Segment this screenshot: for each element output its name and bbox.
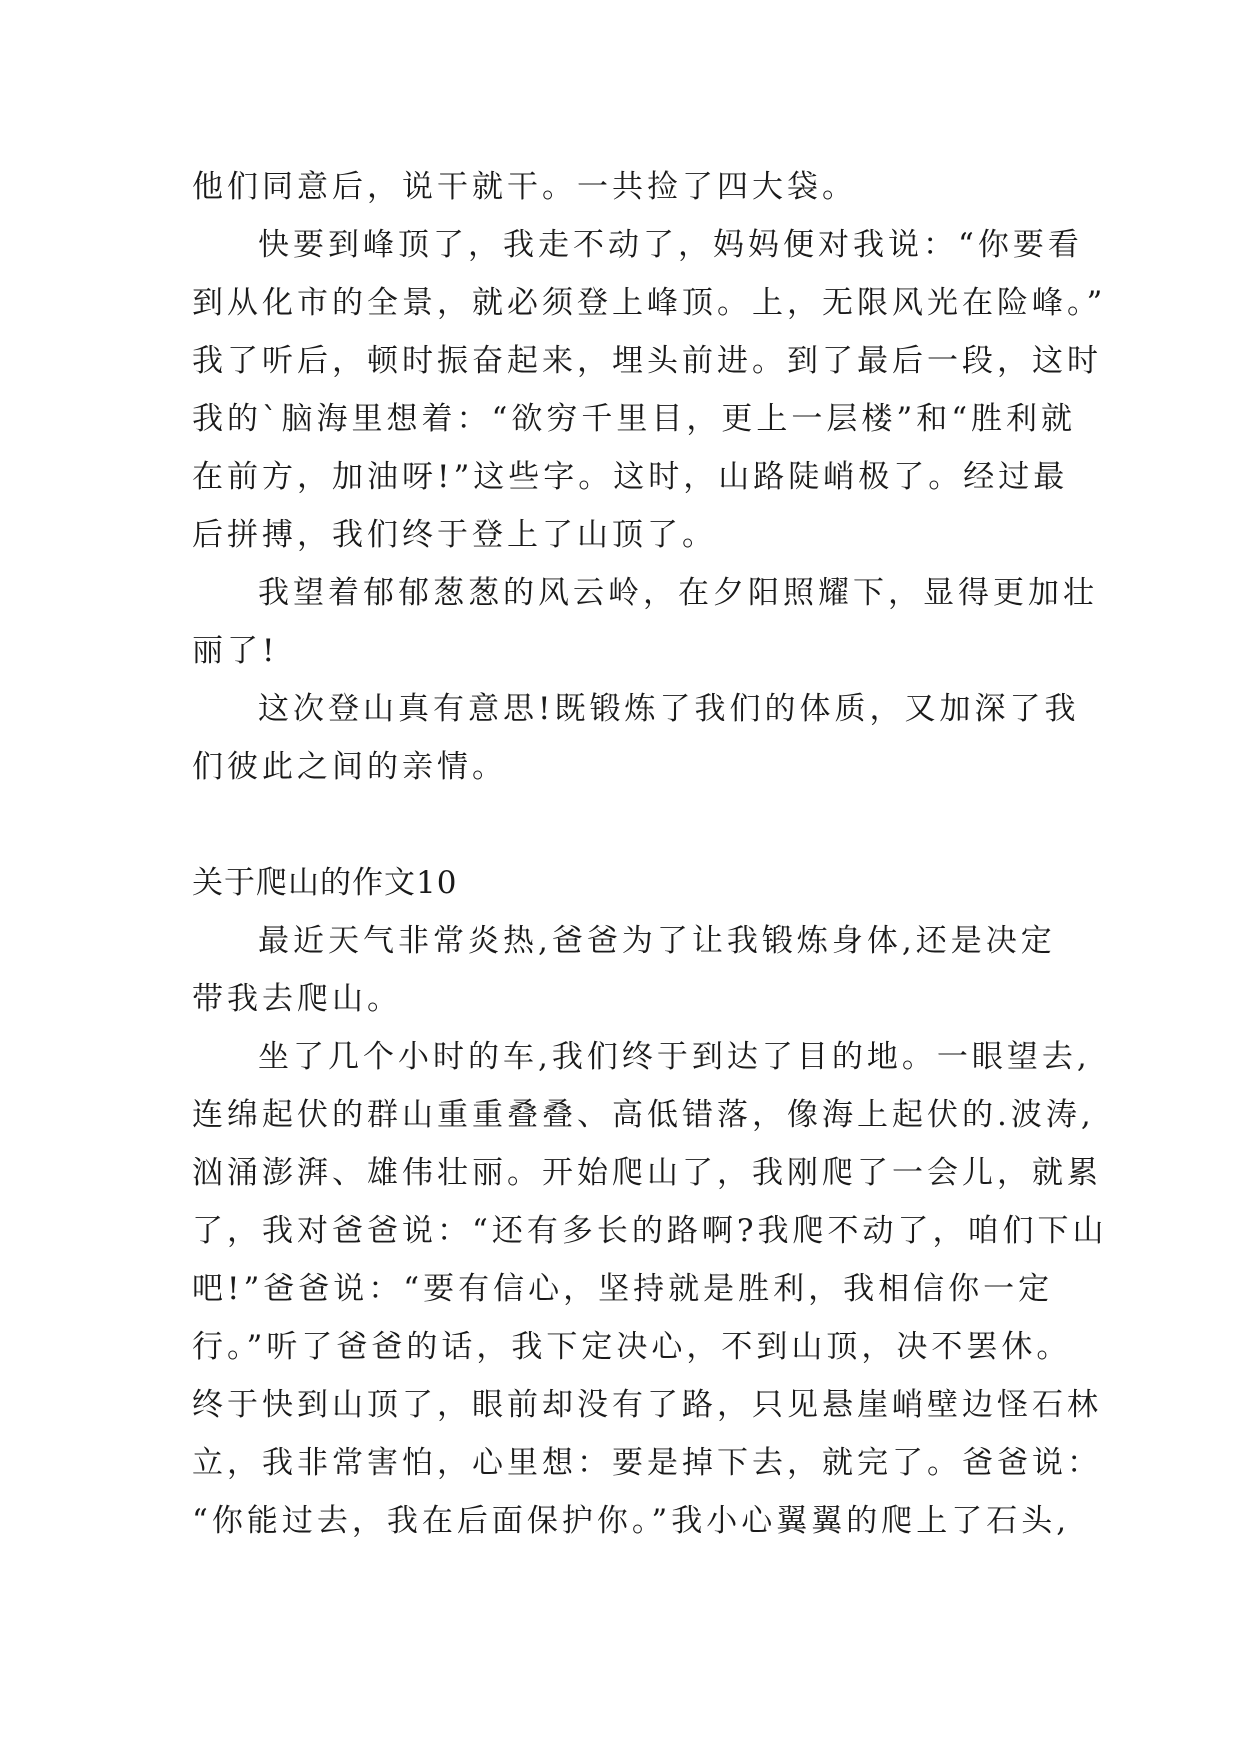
text-line: 后拼搏，我们终于登上了山顶了。 (192, 517, 717, 553)
text-line: 立，我非常害怕，心里想：要是掉下去，就完了。爸爸说： (192, 1445, 1102, 1481)
text-line: 在前方，加油呀!”这些字。这时，山路陡峭极了。经过最 (192, 459, 1069, 495)
text-line: 我了听后，顿时振奋起来，埋头前进。到了最后一段，这时 (192, 343, 1102, 379)
paragraph-start-line: 我望着郁郁葱葱的风云岭，在夕阳照耀下，显得更加壮 (258, 575, 1098, 611)
text-line: 我的`脑海里想着：“欲穷千里目，更上一层楼”和“胜利就 (192, 401, 1077, 437)
paragraph-start-line: 最近天气非常炎热,爸爸为了让我锻炼身体,还是决定 (258, 923, 1056, 959)
text-line: 了，我对爸爸说：“还有多长的路啊?我爬不动了，咱们下山 (192, 1213, 1108, 1249)
section-heading: 关于爬山的作文10 (192, 865, 458, 901)
text-line: 终于快到山顶了，眼前却没有了路，只见悬崖峭壁边怪石林 (192, 1387, 1102, 1423)
text-line: 他们同意后，说干就干。一共捡了四大袋。 (192, 169, 857, 205)
text-line: 连绵起伏的群山重重叠叠、高低错落，像海上起伏的.波涛, (192, 1097, 1095, 1133)
blank-line (192, 796, 1092, 854)
text-line: 带我去爬山。 (192, 981, 402, 1017)
text-line: “你能过去，我在后面保护你。”我小心翼翼的爬上了石头, (192, 1503, 1071, 1539)
text-line: 行。”听了爸爸的话，我下定决心，不到山顶，决不罢休。 (192, 1329, 1072, 1365)
text-line: 丽了! (192, 633, 279, 669)
text-line: 们彼此之间的亲情。 (192, 749, 507, 785)
document-body (192, 158, 1108, 1550)
paragraph-start-line: 坐了几个小时的车,我们终于到达了目的地。一眼望去, (258, 1039, 1091, 1075)
paragraph-start-line: 快要到峰顶了，我走不动了，妈妈便对我说：“你要看 (258, 227, 1083, 263)
text-line: 汹涌澎湃、雄伟壮丽。开始爬山了，我刚爬了一会儿，就累 (192, 1155, 1102, 1191)
paragraph-start-line: 这次登山真有意思!既锻炼了我们的体质，又加深了我 (258, 691, 1080, 727)
text-line: 吧!”爸爸说：“要有信心，坚持就是胜利，我相信你一定 (192, 1271, 1054, 1307)
text-line: 到从化市的全景，就必须登上峰顶。上，无限风光在险峰。” (192, 285, 1107, 321)
